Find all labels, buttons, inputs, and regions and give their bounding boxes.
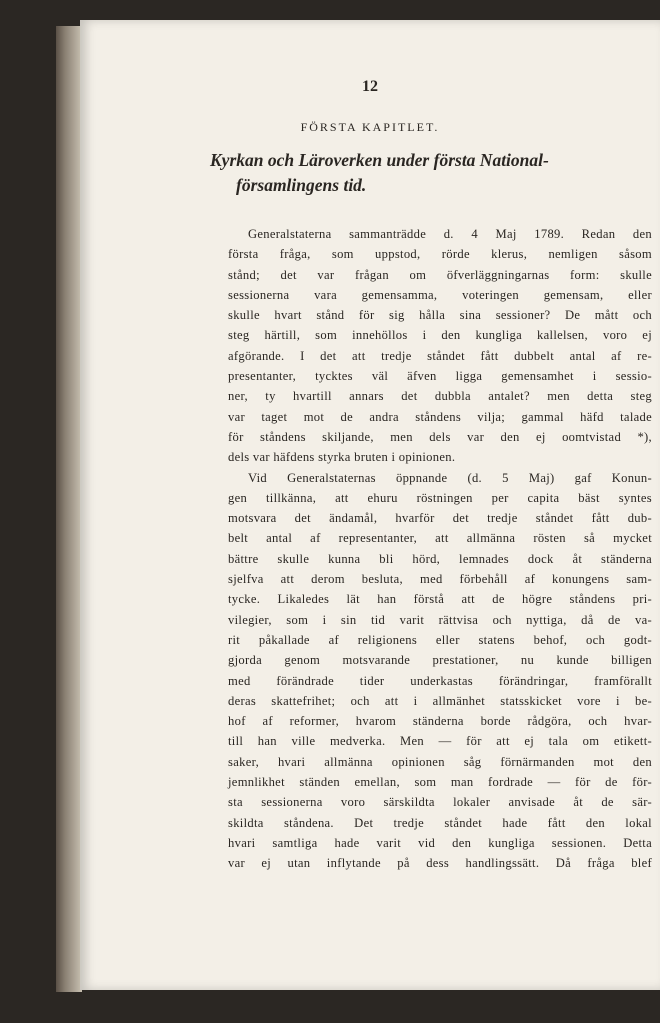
section-title-line-2: församlingens tid. (236, 175, 367, 195)
section-title (210, 148, 630, 198)
text-line: jemnlikhet ständen emellan, som man fordrade — för de för- (228, 775, 652, 790)
text-line: sessionerna vara gemensamma, voteringen gemensam, eller (228, 287, 652, 302)
text-line: sta sessionerna voro särskildta lokaler anvisade åt de sär- (228, 795, 652, 810)
text-line: Vid Generalstaternas öppnande (d. 5 Maj) gaf Konun- (248, 470, 652, 485)
text-line: presentanter, tycktes väl äfven ligga gemensamhet i sessio- (228, 369, 652, 384)
text-line: var ej utan inflytande på dess handlingssätt. Då fråga blef (228, 856, 652, 871)
text-line: skulle hvart stånd för sig hålla sina sessioner? De mått och (228, 308, 652, 323)
text-line: bättre skulle kunna bli hörd, lemnades dock åt ständerna (228, 551, 652, 566)
text-line: tycke. Likaledes lät han förstå att de högre ståndens pri- (228, 592, 652, 607)
text-line: rit påkallade af religionens eller statens behof, och godt- (228, 632, 652, 647)
text-line: gjorda genom motsvarande prestationer, nu kunde billigen (228, 653, 652, 668)
text-line: steg härtill, som innehöllos i den kungliga kallelsen, voro ej (228, 328, 652, 343)
section-title-line-1: Kyrkan och Läroverken under första National- (210, 150, 549, 170)
text-line: för ståndens skiljande, men dels var den ej oomtvistad *), (228, 429, 652, 444)
text-line: till han ville medverka. Men — för att ej tala om etikett- (228, 734, 652, 749)
text-line: sjelfva att derom besluta, med förbehåll af konungens sam- (228, 572, 652, 587)
book-page (80, 20, 660, 990)
text-line: var taget mot de andra ståndens vilja; gammal häfd talade (228, 409, 652, 424)
text-line: första fråga, som uppstod, rörde klerus, nemligen såsom (228, 247, 652, 262)
text-line: skildta ståndena. Det tredje ståndet hade fått den lokal (228, 815, 652, 830)
text-line: gen tillkänna, att ehuru röstningen per capita bäst syntes (228, 490, 652, 505)
text-line: Generalstaterna sammanträdde d. 4 Maj 1789. Redan den (248, 227, 652, 241)
text-line: motsvara det ändamål, hvarför det tredje ståndet fått dub- (228, 511, 652, 526)
text-line: deras skattefrihet; och att i allmänhet statsskicket vore i be- (228, 693, 652, 708)
text-line: vilegier, som i sin tid varit rättvisa och nyttiga, då de va- (228, 612, 652, 627)
body-text (228, 224, 652, 874)
book-spine-shadow (56, 26, 82, 992)
text-line: hvari samtliga hade varit vid den kungliga sessionen. Detta (228, 835, 652, 850)
text-line: stånd; det var frågan om öfverläggningarnas form: skulle (228, 267, 652, 282)
text-line: afgörande. I det att tredje ståndet fått dubbelt antal af re- (228, 348, 652, 363)
text-line: dels var häfdens styrka bruten i opinionen. (228, 450, 456, 465)
page-number: 12 (362, 78, 378, 95)
text-line: saker, hvari allmänna opinionen såg förnärmanden mot den (228, 754, 652, 769)
text-line: hof af reformer, hvarom ständerna borde rådgöra, och hvar- (228, 714, 652, 729)
chapter-heading: FÖRSTA KAPITLET. (300, 120, 440, 134)
text-line: belt antal af representanter, att allmänna rösten så mycket (228, 531, 652, 546)
text-line: med förändrade tider underkastas förändringar, framförallt (228, 673, 652, 688)
text-line: ner, ty hvartill annars det dubbla antalet? men detta steg (228, 389, 652, 404)
